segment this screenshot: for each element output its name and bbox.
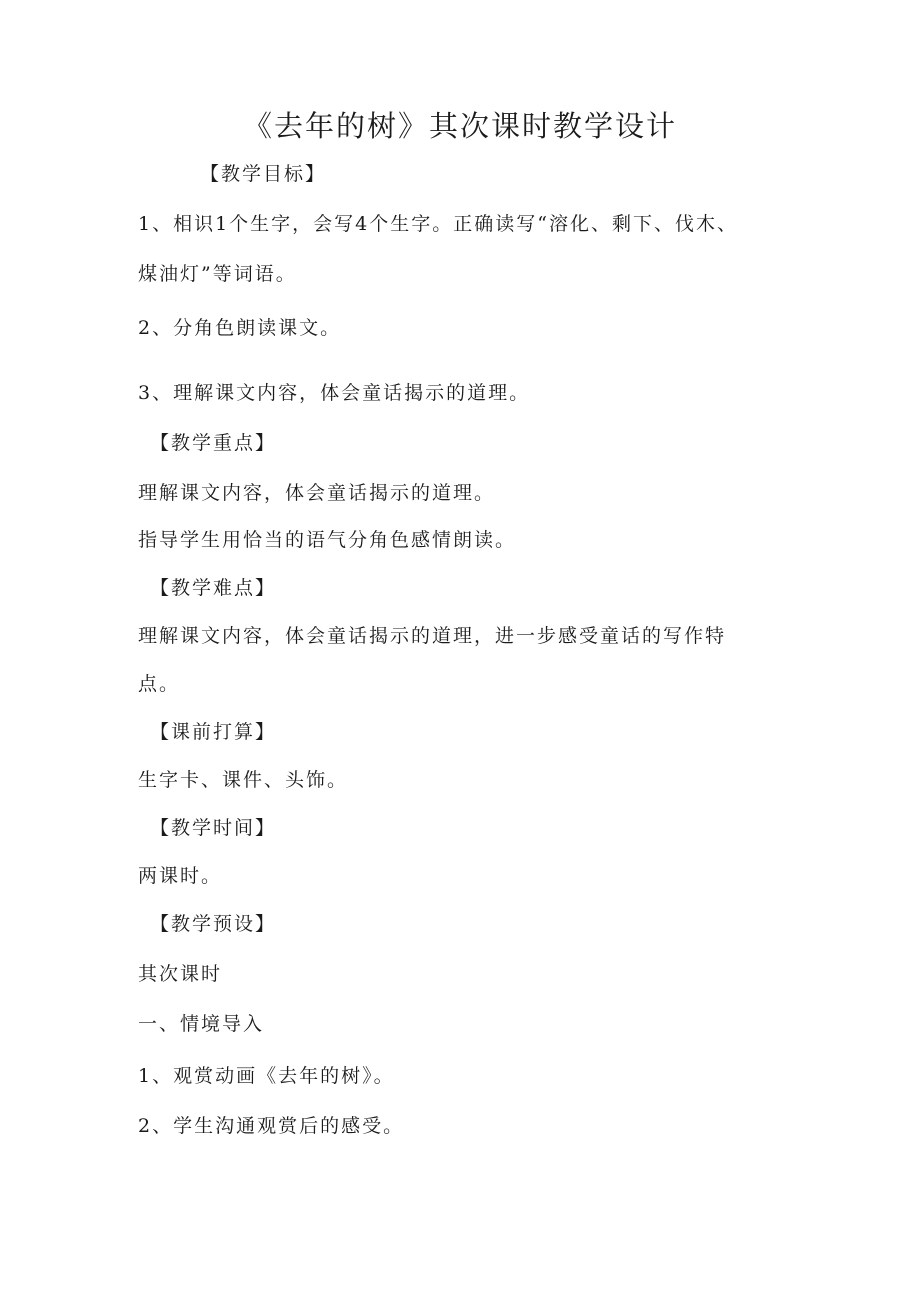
objectives-heading: 【教学目标】 [200, 163, 327, 185]
key-point-line-2: 指导学生用恰当的语气分角色感情朗读。 [138, 529, 517, 551]
preparation-heading: 【课前打算】 [150, 721, 277, 743]
objective-item-1-line-1: 1、相识1个生字，会写4个生字。正确读写“溶化、剩下、伐木、 [138, 213, 738, 235]
design-heading: 【教学预设】 [150, 913, 277, 935]
section-1-heading: 一、情境导入 [138, 1013, 265, 1035]
difficulty-line-2: 点。 [138, 673, 181, 695]
key-points-heading: 【教学重点】 [150, 432, 277, 454]
time-text: 两课时。 [138, 865, 223, 887]
objective-item-3: 3、理解课文内容，体会童话揭示的道理。 [138, 382, 531, 404]
time-heading: 【教学时间】 [150, 817, 277, 839]
objective-item-2: 2、分角色朗读课文。 [138, 317, 342, 339]
preparation-text: 生字卡、课件、头饰。 [138, 769, 349, 791]
session-label: 其次课时 [138, 963, 223, 985]
objective-item-1-line-2: 煤油灯”等词语。 [138, 263, 297, 285]
step-2: 2、学生沟通观赏后的感受。 [138, 1115, 405, 1137]
document-title: 《去年的树》其次课时教学设计 [242, 109, 677, 143]
difficulties-heading: 【教学难点】 [150, 577, 277, 599]
key-point-line-1: 理解课文内容，体会童话揭示的道理。 [138, 482, 496, 504]
step-1: 1、观赏动画《去年的树》。 [138, 1065, 395, 1087]
difficulty-line-1: 理解课文内容，体会童话揭示的道理，进一步感受童话的写作特 [138, 625, 727, 647]
